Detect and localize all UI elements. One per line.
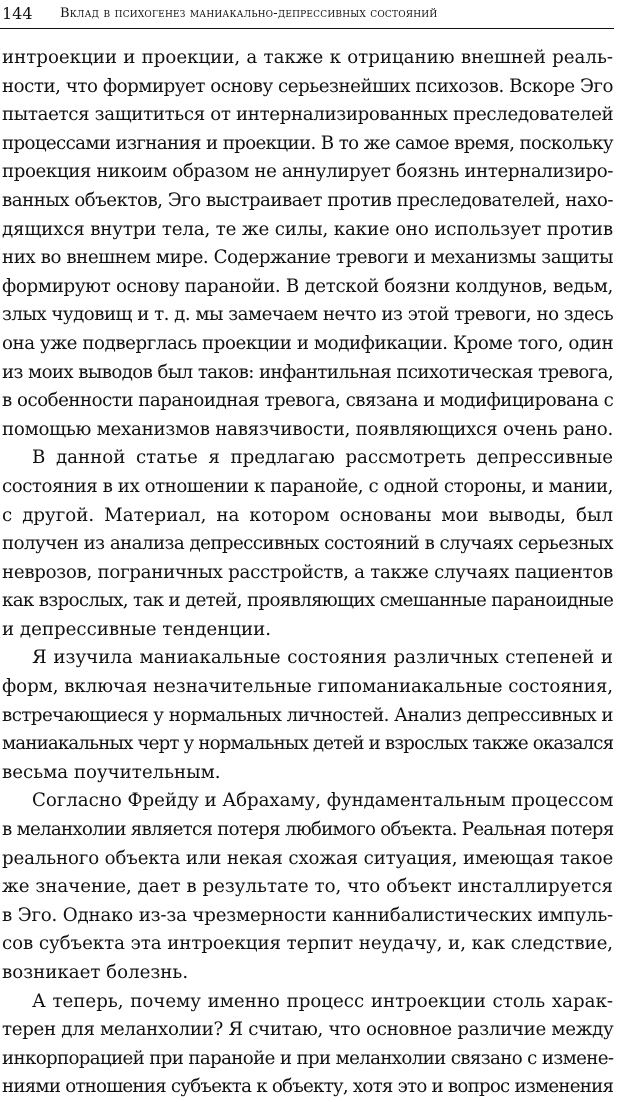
text-line: форм, включая незначительные гипоманиакальные состояния, bbox=[2, 676, 613, 698]
text-line: возникает болезнь. bbox=[2, 962, 189, 983]
text-line: проекция никоим образом не аннулирует боязнь интернализиро- bbox=[2, 161, 614, 183]
text-line: весьма поучительным. bbox=[2, 761, 221, 783]
text-line: интроекции и проекции, а также к отрицанию внешней реаль- bbox=[2, 47, 613, 68]
text-line: Согласно Фрейду и Абрахаму, фундаментальным процессом bbox=[32, 790, 614, 812]
page-number: 144 bbox=[2, 4, 33, 23]
text-line: состояния в их отношении к паранойе, с одной стороны, и мании, bbox=[2, 475, 613, 497]
paragraph bbox=[2, 787, 613, 987]
paragraph bbox=[2, 644, 613, 787]
text-line: пытается защититься от интернализированных преследователей bbox=[2, 104, 614, 126]
text-line: она уже подверглась проекции и модификации. Кроме того, один bbox=[2, 332, 614, 354]
text-line: сов субъекта эта интроекция терпит неудачу, и, как следствие, bbox=[2, 933, 613, 955]
text-line: терен для меланхолии? Я считаю, что основное различие между bbox=[2, 1019, 614, 1041]
text-line: ниями отношения субъекта к объекту, хотя это и вопрос изменения bbox=[2, 1076, 614, 1098]
text-line: дящихся внутри тела, те же силы, какие оно использует против bbox=[2, 218, 613, 240]
text-line: в особенности параноидная тревога, связана и модифицирована с bbox=[2, 390, 614, 412]
text-line: А теперь, почему именно процесс интроекции столь харак- bbox=[32, 990, 613, 1012]
text-line: В данной статье я предлагаю рассмотреть депрессивные bbox=[32, 447, 613, 469]
running-header bbox=[2, 0, 614, 28]
text-line: и депрессивные тенденции. bbox=[2, 618, 272, 640]
text-line: в Эго. Однако из-за чрезмерности каннибалистических импуль- bbox=[2, 904, 613, 926]
text-line: в меланхолии является потеря любимого объекта. Реальная потеря bbox=[2, 819, 614, 841]
text-line: же значение, дает в результате то, что объект инсталлируется bbox=[2, 876, 613, 898]
text-line: ности, что формирует основу серьезнейших психозов. Вскоре Эго bbox=[2, 75, 613, 97]
text-line: формируют основу паранойи. В детской боязни колдунов, ведьм, bbox=[2, 275, 613, 297]
text-line: них во внешнем мире. Содержание тревоги и механизмы защиты bbox=[2, 247, 614, 269]
text-line: злых чудовищ и т. д. мы замечаем нечто из этой тревоги, но здесь bbox=[2, 304, 614, 326]
text-line: ванных объектов, Эго выстраивает против преследователей, нахо- bbox=[2, 189, 614, 211]
text-line: маниакальных черт у нормальных детей и взрослых также оказался bbox=[2, 733, 614, 755]
text-line: получен из анализа депрессивных состояний в случаях серьезных bbox=[2, 533, 613, 555]
text-line: с другой. Материал, на котором основаны мои выводы, был bbox=[2, 504, 613, 526]
paragraph bbox=[2, 988, 613, 1102]
text-line: помощью механизмов навязчивости, появляющихся очень рано. bbox=[2, 418, 614, 440]
running-title: Вклад в психогенез маниакально-депрессивных состояний bbox=[60, 6, 438, 21]
paragraph bbox=[2, 444, 613, 644]
text-line: неврозов, пограничных расстройств, а также случаях пациентов bbox=[2, 561, 613, 583]
text-line: реального объекта или некая схожая ситуация, имеющая такое bbox=[2, 847, 614, 869]
text-line: процессами изгнания и проекции. В то же самое время, поскольку bbox=[2, 132, 613, 154]
text-line: инкорпорацией при паранойе и при меланхолии связано с измене- bbox=[2, 1047, 614, 1069]
header-rule bbox=[0, 28, 614, 29]
text-line: Я изучила маниакальные состояния различных степеней и bbox=[32, 647, 613, 669]
text-line: как взрослых, так и детей, проявляющих смешанные параноидные bbox=[2, 590, 614, 612]
paragraph bbox=[2, 44, 613, 444]
body-text bbox=[2, 44, 613, 1102]
text-line: встречающиеся у нормальных личностей. Анализ депрессивных и bbox=[2, 704, 613, 726]
text-line: из моих выводов был таков: инфантильная психотическая тревога, bbox=[2, 361, 613, 383]
